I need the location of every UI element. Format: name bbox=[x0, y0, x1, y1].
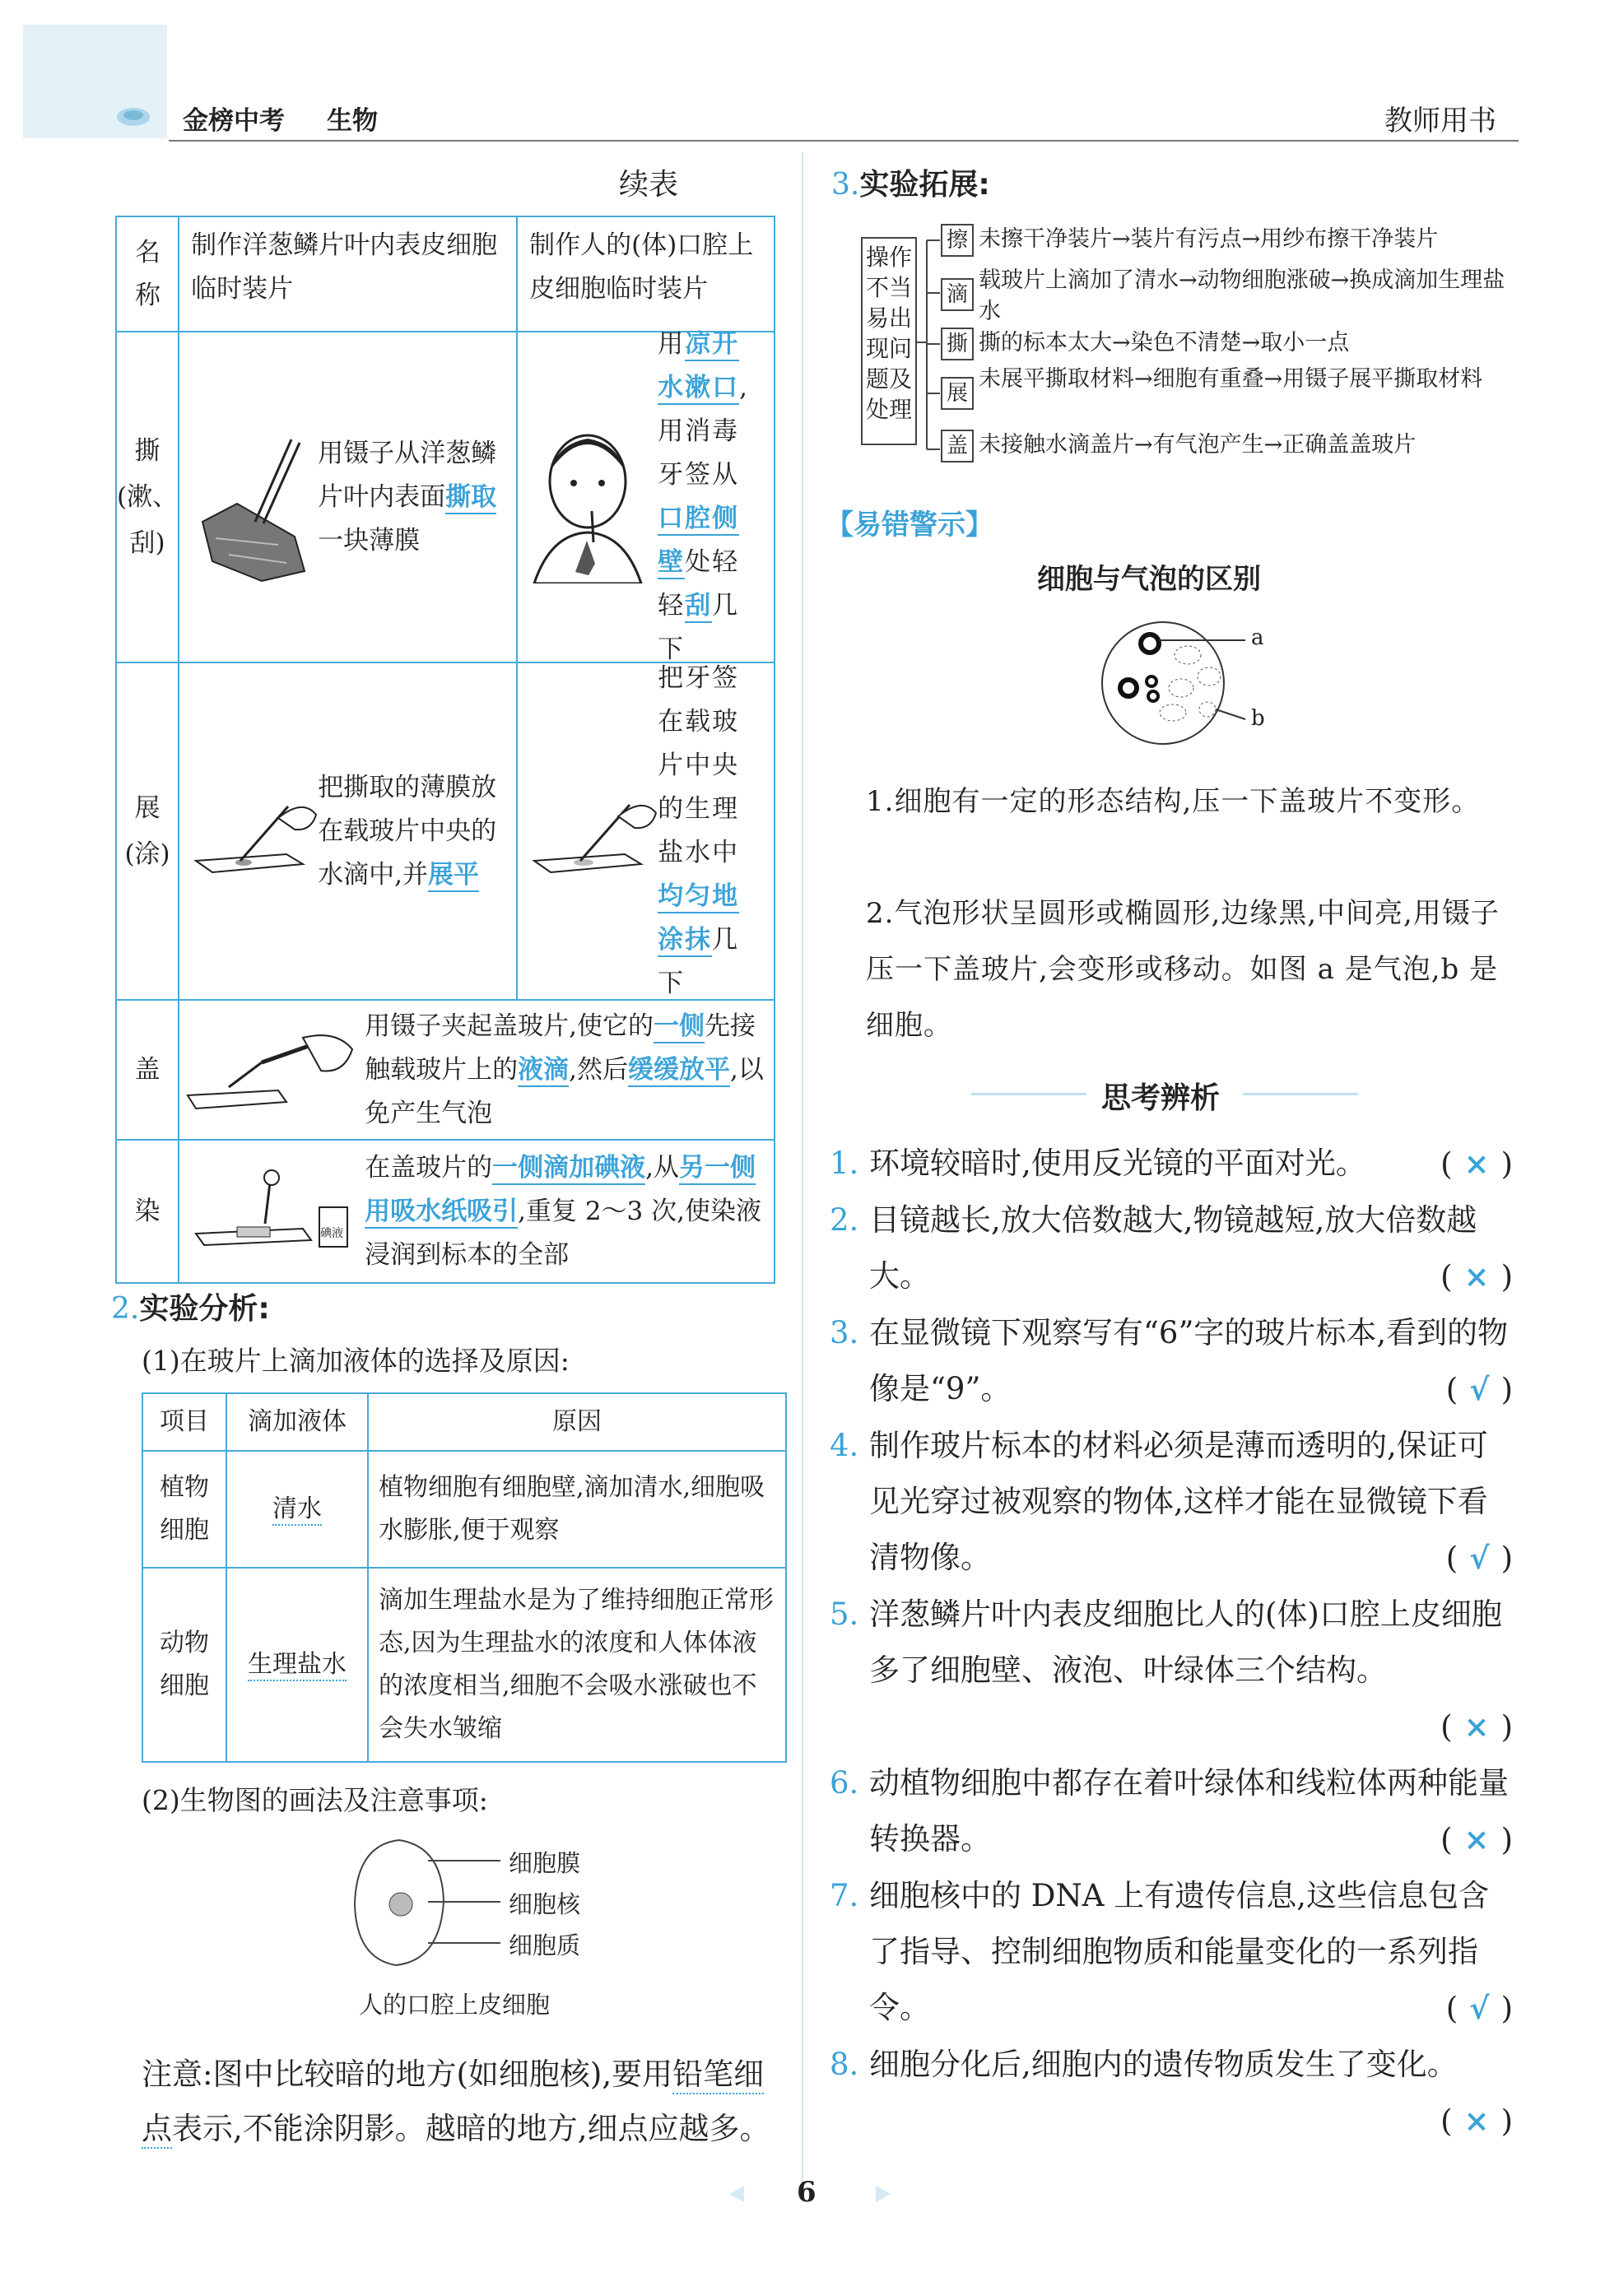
liquid-table bbox=[142, 1392, 787, 1763]
cell-label-cytoplasm: 细胞质 bbox=[509, 1931, 581, 1959]
liquid-head-reason: 原因 bbox=[368, 1393, 786, 1451]
spread-human-text: 把牙签在载玻片中央的生理盐水中均匀地涂抹几下 bbox=[658, 663, 740, 998]
think-list bbox=[830, 1136, 1513, 2150]
tag-spread: 展 bbox=[941, 377, 974, 410]
liquid-head-liquid: 滴加液体 bbox=[226, 1393, 368, 1451]
think-item-2: 2. 目镜越长,放大倍数越大,物镜越短,放大倍数越大。 ( × ) bbox=[830, 1202, 1513, 1294]
extension-box: 操作 不当 易出 现问 题及 处理 bbox=[861, 237, 917, 445]
warning-tag: 【易错警示】 bbox=[826, 509, 993, 541]
liquid-plant: 清水 bbox=[226, 1451, 368, 1568]
cover-text: 用镊子夹起盖玻片,使它的一侧先接触载玻片上的液滴,然后缓缓放平,以免产生气泡 bbox=[365, 1011, 764, 1128]
think-item-5: 5. 洋葱鳞片叶内表皮细胞比人的(体)口腔上皮细胞多了细胞壁、液泡、叶绿体三个结构。 ( × ) bbox=[830, 1597, 1513, 1745]
continued-label: 续表 bbox=[619, 168, 679, 202]
liquid-head-item: 项目 bbox=[142, 1393, 226, 1451]
header-logo-icon bbox=[115, 104, 151, 127]
page-number: 6 bbox=[797, 2176, 816, 2209]
think-item-6: 6. 动植物细胞中都存在着叶绿体和线粒体两种能量转换器。 ( × ) bbox=[830, 1765, 1513, 1857]
section2-sub1: (1)在玻片上滴加液体的选择及原因: bbox=[142, 1345, 570, 1377]
liquid-animal: 生理盐水 bbox=[226, 1568, 368, 1762]
table-head-human: 制作人的(体)口腔上皮细胞临时装片 bbox=[517, 216, 775, 332]
tag-tear: 撕 bbox=[941, 328, 974, 360]
row-name-tear: 撕 (漱、 刮) bbox=[116, 332, 179, 662]
liquid-item-animal: 动物 细胞 bbox=[142, 1568, 226, 1762]
think-item-7: 7. 细胞核中的 DNA 上有遗传信息,这些信息包含了指导、控制细胞物质和能量变化的一系列指令。 ( √ ) bbox=[830, 1878, 1513, 2026]
procedure-table bbox=[115, 216, 775, 1284]
section2-sub2: (2)生物图的画法及注意事项: bbox=[142, 1784, 488, 1816]
warning-p2: 2.气泡形状呈圆形或椭圆形,边缘黑,中间亮,用镊子压一下盖玻片,会变形或移动。如图 a 是气泡,b 是细胞。 bbox=[866, 897, 1500, 1042]
think-rule-right bbox=[1243, 1093, 1358, 1095]
liquid-reason-plant: 植物细胞有细胞壁,滴加清水,细胞吸水膨胀,便于观察 bbox=[368, 1451, 786, 1568]
table-head-onion: 制作洋葱鳞片叶内表皮细胞临时装片 bbox=[179, 216, 517, 332]
section3-heading: 3.实验拓展: bbox=[831, 168, 990, 202]
bubble-cell-diagram bbox=[1099, 617, 1247, 749]
liquid-reason-animal: 滴加生理盐水是为了维持细胞正常形态,因为生理盐水的浓度和人体体液的浓度相当,细胞不会吸水涨破也不会失水皱缩 bbox=[368, 1568, 786, 1762]
spread-onion-illustration bbox=[179, 782, 318, 881]
section2-heading: 2.实验分析: bbox=[111, 1292, 270, 1326]
column-divider bbox=[802, 152, 803, 2185]
section2-note: 注意:图中比较暗的地方(如细胞核),要用铅笔细点表示,不能涂阴影。越暗的地方,细点应越多。 bbox=[142, 2047, 792, 2156]
extension-item: 撕 撕的标本太大→染色不清楚→取小一点 bbox=[941, 328, 1525, 360]
extension-item: 滴 载玻片上滴加了清水→动物细胞涨破→换成滴加生理盐水 bbox=[941, 265, 1525, 328]
think-item-8: 8. 细胞分化后,细胞内的遗传物质发生了变化。 ( × ) bbox=[830, 2047, 1513, 2139]
spread-human-illustration bbox=[518, 782, 658, 881]
liquid-item-plant: 植物 细胞 bbox=[142, 1451, 226, 1568]
footer-left-arrow-icon bbox=[729, 2186, 744, 2202]
header-subject: 生物 bbox=[327, 106, 378, 136]
cell-caption: 人的口腔上皮细胞 bbox=[359, 1991, 551, 2019]
think-rule-left bbox=[971, 1093, 1086, 1095]
tag-drip: 滴 bbox=[941, 278, 974, 311]
stain-bottle-label: 碘液 bbox=[320, 1227, 344, 1240]
table-head-name: 名称 bbox=[116, 216, 179, 332]
spread-onion-text: 把撕取的薄膜放在载玻片中央的水滴中,并展平 bbox=[318, 766, 516, 897]
tear-onion-text: 用镊子从洋葱鳞片叶内表面撕取一块薄膜 bbox=[318, 438, 497, 555]
stain-illustration bbox=[179, 1158, 365, 1265]
warning-title: 细胞与气泡的区别 bbox=[1037, 563, 1261, 596]
extension-diagram bbox=[853, 211, 1528, 474]
think-item-3: 3. 在显微镜下观察写有“6”字的玻片标本,看到的物像是“9”。 ( √ ) bbox=[830, 1315, 1513, 1407]
think-item-4: 4. 制作玻片标本的材料必须是薄而透明的,保证可见光穿过被观察的物体,这样才能在显微镜下看清物像。 ( √ ) bbox=[830, 1428, 1513, 1576]
cell-label-membrane: 细胞膜 bbox=[509, 1849, 581, 1877]
extension-item: 擦 未擦干净装片→装片有污点→用纱布擦干净装片 bbox=[941, 224, 1525, 257]
cell-leader-lines bbox=[428, 1856, 502, 1954]
bubble-label-b: b bbox=[1251, 706, 1265, 731]
tag-wipe: 擦 bbox=[941, 224, 974, 257]
warning-p1: 1.细胞有一定的形态结构,压一下盖玻片不变形。 bbox=[866, 785, 1481, 818]
row-name-spread: 展 (涂) bbox=[116, 662, 179, 1000]
cover-illustration bbox=[179, 1025, 365, 1115]
tear-human-illustration bbox=[518, 411, 658, 583]
bubble-label-a: a bbox=[1251, 625, 1264, 650]
header-rule bbox=[169, 140, 1519, 142]
header-right: 教师用书 bbox=[1384, 105, 1496, 137]
row-name-stain: 染 bbox=[116, 1140, 179, 1283]
think-item-1: 1. 环境较暗时,使用反光镜的平面对光。 ( × ) bbox=[830, 1146, 1513, 1182]
header-series: 金榜中考 bbox=[183, 106, 285, 136]
footer-right-arrow-icon bbox=[876, 2186, 891, 2202]
tear-human-text: 用凉开水漱口,用消毒牙签从口腔侧壁处轻轻刮几下 bbox=[658, 329, 749, 664]
cell-label-nucleus: 细胞核 bbox=[509, 1890, 581, 1918]
think-title: 思考辨析 bbox=[1101, 1081, 1221, 1115]
tear-onion-illustration bbox=[179, 398, 318, 596]
tag-cover: 盖 bbox=[941, 430, 974, 462]
row-name-cover: 盖 bbox=[116, 1000, 179, 1140]
extension-item: 盖 未接触水滴盖片→有气泡产生→正确盖盖玻片 bbox=[941, 430, 1525, 462]
extension-item: 展 未展平撕取材料→细胞有重叠→用镊子展平撕取材料 bbox=[941, 364, 1525, 410]
stain-text: 在盖玻片的一侧滴加碘液,从另一侧用吸水纸吸引,重复 2～3 次,使染液浸润到标本的全部 bbox=[365, 1152, 761, 1270]
